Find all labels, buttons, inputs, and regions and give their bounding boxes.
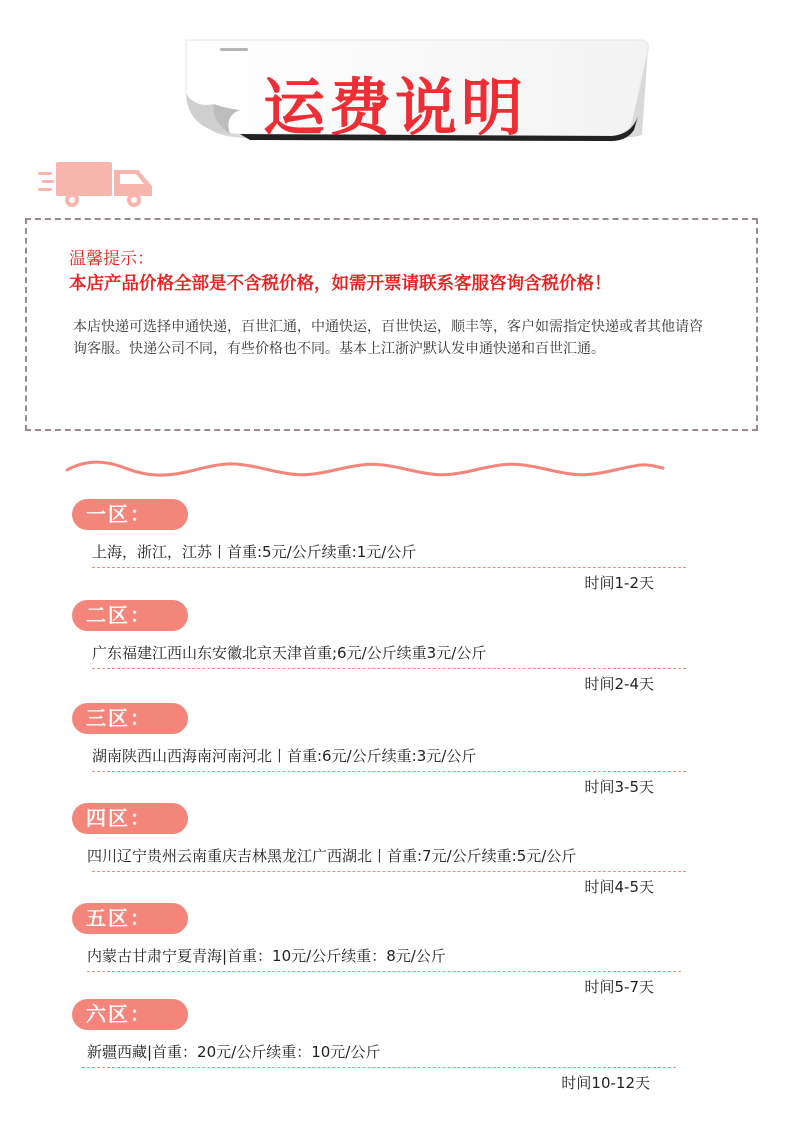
- zone-tag: 六区：: [72, 999, 188, 1030]
- notice-box: [25, 218, 758, 431]
- page-title: 运费说明: [262, 71, 527, 144]
- zone-rates: 四川辽宁贵州云南重庆吉林黑龙江广西湖北丨首重:7元/公斤续重:5元/公斤: [87, 847, 577, 865]
- notice-heading: 温馨提示：: [69, 249, 154, 269]
- zone-tag: 二区：: [72, 600, 188, 631]
- zone-rates: 广东福建江西山东安徽北京天津首重;6元/公斤续重3元/公斤: [92, 644, 487, 662]
- delivery-time: 时间3-5天: [584, 778, 654, 796]
- zone-5: [0, 903, 790, 1003]
- zone-6: [0, 999, 790, 1099]
- dashed-divider: [92, 668, 686, 669]
- zone-3: [0, 703, 790, 803]
- dashed-divider: [92, 771, 686, 772]
- zone-tag: 五区：: [72, 903, 188, 934]
- zone-rates: 上海，浙江，江苏丨首重:5元/公斤续重:1元/公斤: [92, 543, 417, 561]
- zone-2: [0, 600, 790, 700]
- dashed-divider: [87, 971, 681, 972]
- delivery-time: 时间2-4天: [584, 675, 654, 693]
- zone-tag: 四区：: [72, 803, 188, 834]
- dashed-divider: [92, 567, 686, 568]
- zone-1: [0, 499, 790, 599]
- zone-tag: 一区：: [72, 499, 188, 530]
- delivery-time: 时间1-2天: [584, 574, 654, 592]
- delivery-time: 时间5-7天: [584, 978, 654, 996]
- delivery-time: 时间10-12天: [561, 1074, 650, 1092]
- shipping-notes: 本店快递可选择申通快递，百世汇通，中通快运，百世快运，顺丰等，客户如需指定快递或者其他请咨询客服。快递公司不同，有些价格也不同。基本上江浙沪默认发申通快递和百世汇通。: [73, 319, 703, 357]
- wave-divider: [65, 458, 665, 480]
- zone-tag: 三区：: [72, 703, 188, 734]
- tax-warning: 本店产品价格全部是不含税价格，如需开票请联系客服咨询含税价格！: [69, 274, 612, 294]
- truck-icon: [38, 158, 158, 214]
- zone-rates: 内蒙古甘肃宁夏青海|首重：10元/公斤续重：8元/公斤: [87, 947, 446, 965]
- dashed-divider: [82, 1067, 676, 1068]
- title-banner: [180, 30, 660, 155]
- dashed-divider: [92, 871, 686, 872]
- zone-rates: 湖南陕西山西海南河南河北丨首重:6元/公斤续重:3元/公斤: [92, 747, 477, 765]
- zone-4: [0, 803, 790, 903]
- delivery-time: 时间4-5天: [584, 878, 654, 896]
- zone-rates: 新疆西藏|首重：20元/公斤续重：10元/公斤: [87, 1043, 381, 1061]
